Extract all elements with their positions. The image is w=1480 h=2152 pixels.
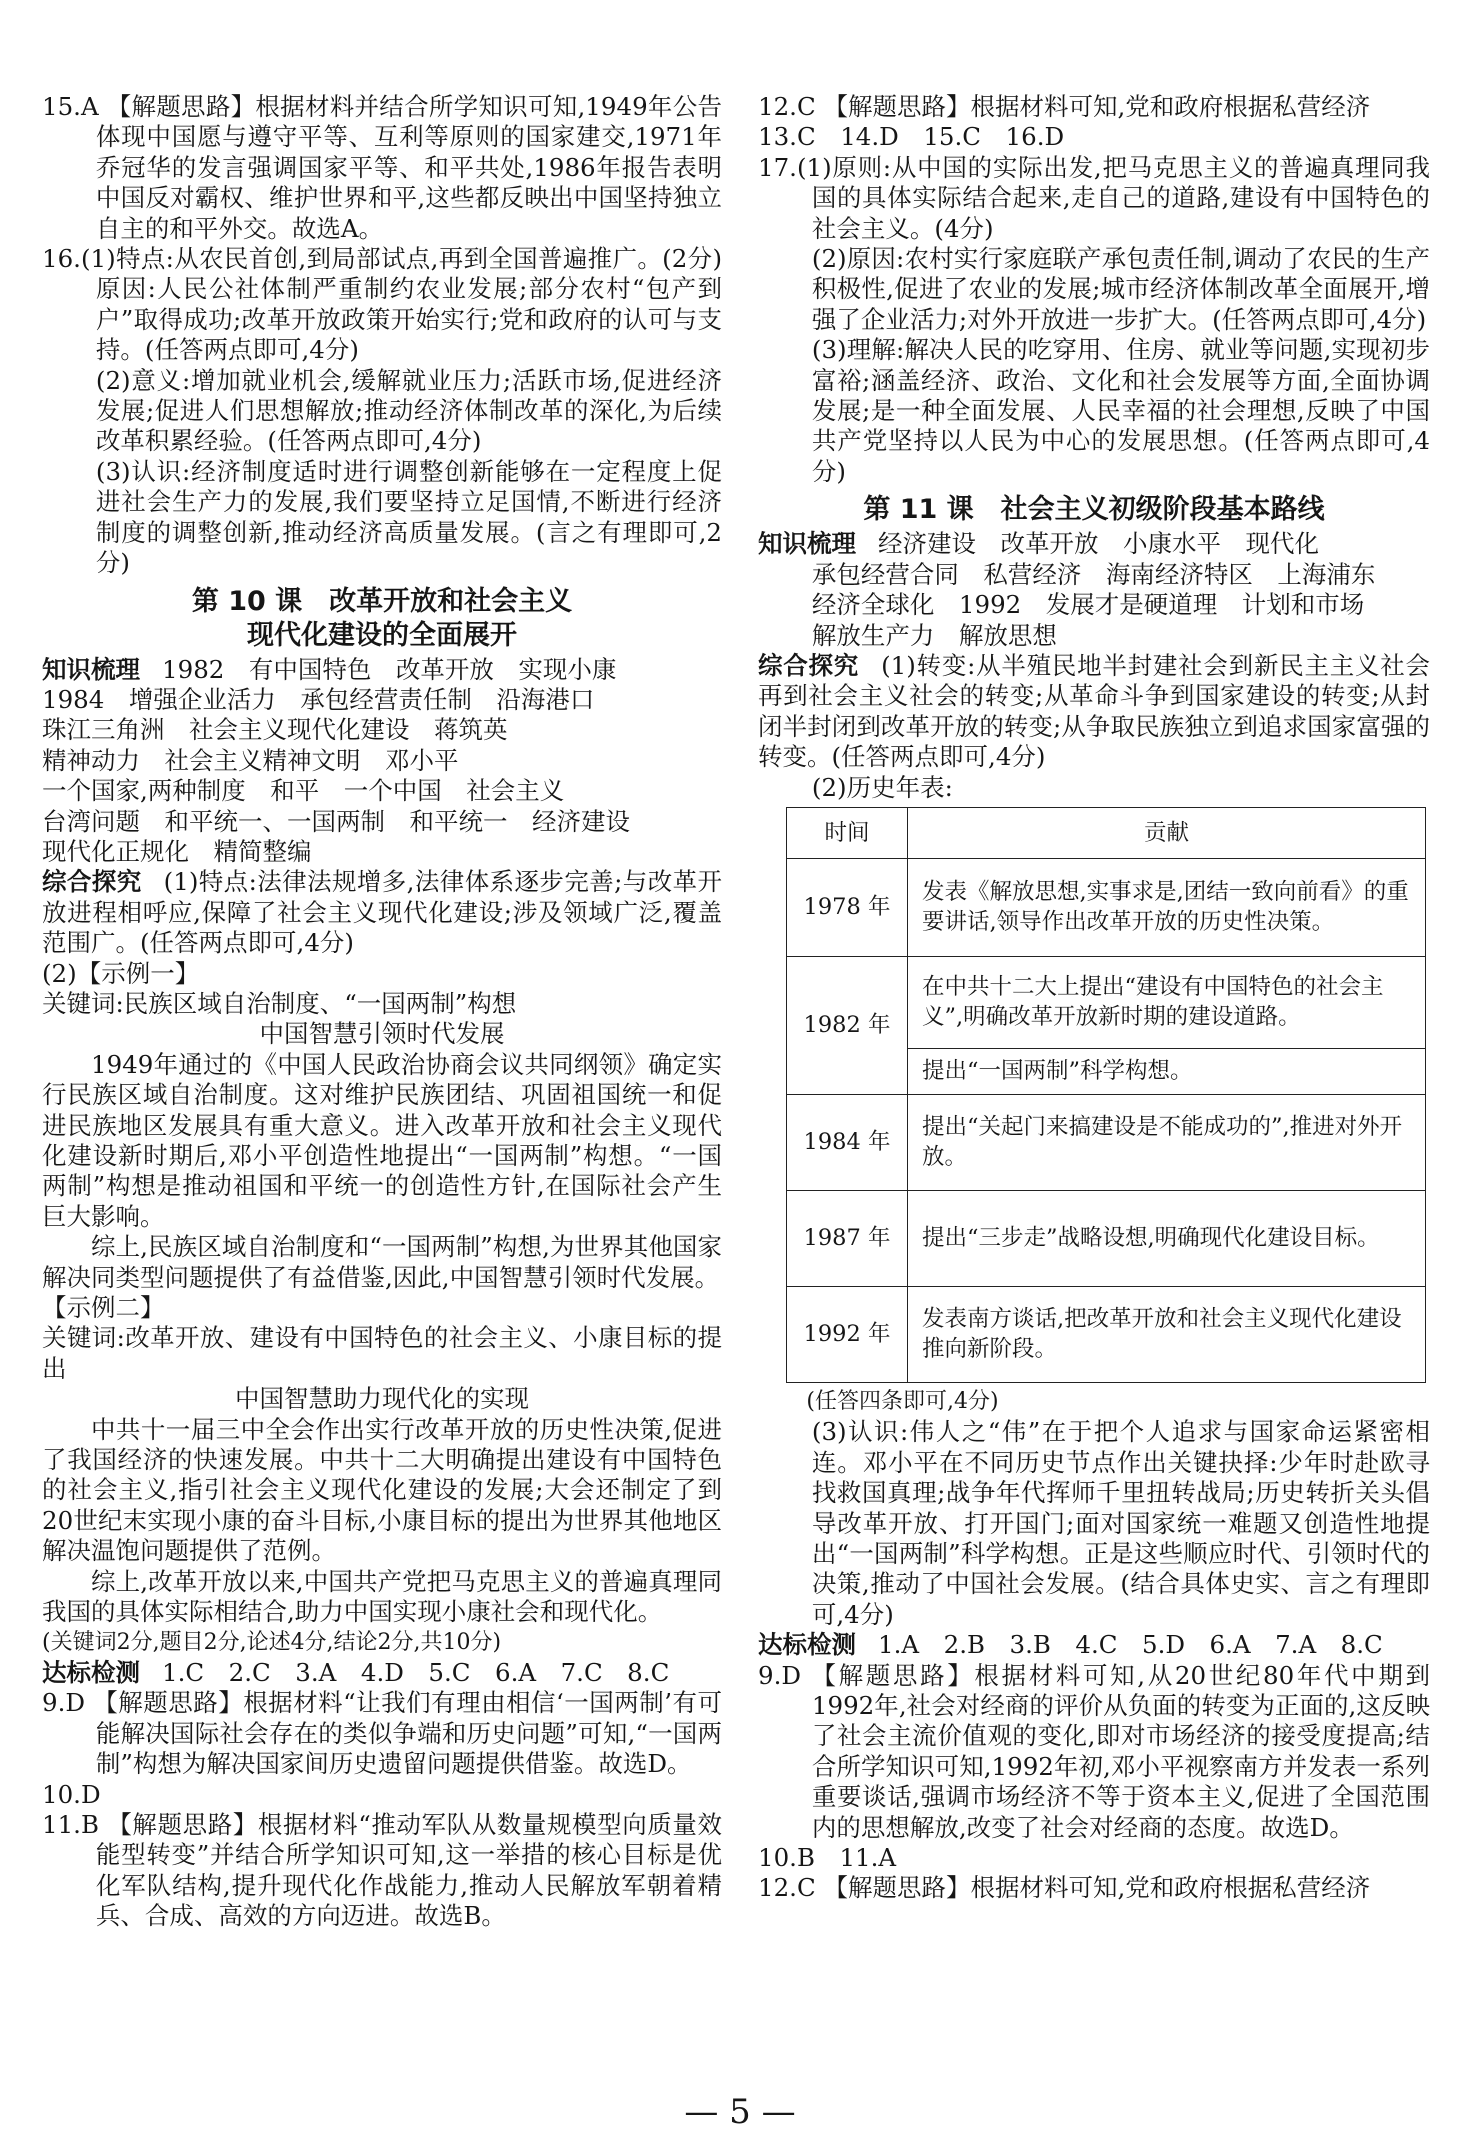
table-year: 1987 年 — [787, 1190, 908, 1286]
inquiry-1-text: (1)特点:法律法规增多,法律体系逐步完善;与改革开放进程相呼应,保障了社会主义现代化建设;涉及领域广泛,覆盖范围广。(任答两点即可,4分) — [42, 867, 723, 958]
table-row — [787, 1286, 1426, 1382]
table-contribution: 提出“关起门来搞建设是不能成功的”,推进对外开放。 — [908, 1094, 1426, 1190]
table-row — [787, 956, 1426, 1048]
page-number: — 5 — — [684, 2092, 796, 2132]
inquiry-1 — [42, 867, 722, 958]
example-1-heading: (2)【示例一】 — [42, 958, 200, 988]
answer-17-part2: (2)原因:农村实行家庭联产承包责任制,调动了农民的生产积极性,促进了农业的发展;城市经济体制改革全面展开,增强了企业活力;对外开放进一步扩大。(任答两点即可,4分) — [811, 244, 1430, 334]
knowledge-line: 经济建设 改革开放 小康水平 现代化 — [878, 529, 1320, 559]
table-row — [787, 1094, 1426, 1190]
lesson-11-title: 第 11 课 社会主义初级阶段基本路线 — [863, 494, 1325, 526]
answer-9: 9.D 【解题思路】根据材料可知,从20世纪80年代中期到1992年,社会对经商的评价从负面的转变为正面的,这反映了社会主流价值观的变化,即对市场经济的接受度提高;结合所学知识可知,1992年初,邓小平视察南方并发表一系列重要谈话,强调市场经济不等于资本主义,促进了全国范围内的思想解放,改变了社会对经商的态度。故选D。 — [758, 1660, 1430, 1842]
answers-10-11: 10.B 11.A — [758, 1843, 897, 1873]
left-column — [42, 92, 722, 1932]
example-2-keywords: 关键词:改革开放、建设有中国特色的社会主义、小康目标的提出 — [42, 1323, 722, 1383]
table-row — [787, 858, 1426, 956]
answer-16-part2: (2)意义:增加就业机会,缓解就业压力;活跃市场,促进经济发展;促进人们思想解放;推动经济体制改革的深化,为后续改革积累经验。(任答两点即可,4分) — [95, 365, 722, 456]
test-label: 达标检测 — [42, 1657, 140, 1687]
answer-11: 11.B 【解题思路】根据材料“推动军队从数量规模型向质量效能型转变”并结合所学知识可知,这一举措的核心目标是优化军队结构,提升现代化作战能力,推动人民解放军朝着精兵、合成、高效的方向迈进。故选B。 — [42, 1809, 722, 1931]
test-answers-text: 1.C 2.C 3.A 4.D 5.C 6.A 7.C 8.C — [162, 1657, 670, 1687]
lesson-10-title-line1: 第 10 课 改革开放和社会主义 — [191, 585, 573, 617]
knowledge-line: 一个国家,两种制度 和平 一个中国 社会主义 — [42, 776, 565, 806]
table-year: 1992 年 — [787, 1286, 908, 1382]
example-2-para1: 中共十一届三中全会作出实行改革开放的历史性决策,促进了我国经济的快速发展。中共十二大明确提出建设有中国特色的社会主义,指引社会主义现代化建设的发展;大会还制定了到20世纪末实现小康的奋斗目标,小康目标的提出为世界其他地区解决温饱问题提供了范例。 — [42, 1414, 722, 1566]
table-contribution: 发表南方谈话,把改革开放和社会主义现代化建设推向新阶段。 — [908, 1286, 1426, 1382]
table-header-row — [787, 807, 1426, 858]
table-year: 1984 年 — [787, 1094, 908, 1190]
example-1-para1: 1949年通过的《中国人民政治协商会议共同纲领》确定实行民族区域自治制度。这对维护民族团结、巩固祖国统一和促进民族地区发展具有重大意义。进入改革开放和社会主义现代化建设新时期后,邓小平创造性地提出“一国两制”构想。“一国两制”构想是推动祖国和平统一的创造性方针,在国际社会产生巨大影响。 — [42, 1049, 722, 1231]
table-note: (任答四条即可,4分) — [806, 1388, 999, 1414]
test-answers — [758, 1630, 1430, 1660]
test-answers — [42, 1658, 722, 1688]
knowledge-line: 1984 增强企业活力 承包经营责任制 沿海港口 — [42, 684, 595, 714]
table-header-contribution: 贡献 — [908, 807, 1426, 858]
example-1-para2: 综上,民族区域自治制度和“一国两制”构想,为世界其他国家解决同类型问题提供了有益借鉴,因此,中国智慧引领时代发展。 — [42, 1232, 722, 1292]
answers-13-16: 13.C 14.D 15.C 16.D — [758, 122, 1065, 152]
inquiry-1 — [758, 651, 1430, 773]
example-2-para2: 综上,改革开放以来,中国共产党把马克思主义的普遍真理同我国的具体实际相结合,助力中国实现小康社会和现代化。 — [42, 1566, 722, 1627]
knowledge-section — [758, 529, 1430, 651]
test-label: 达标检测 — [758, 1630, 856, 1660]
knowledge-line: 精神动力 社会主义精神文明 邓小平 — [42, 745, 459, 775]
inquiry-label: 综合探究 — [42, 867, 142, 897]
lesson-10-title-line2: 现代化建设的全面展开 — [247, 619, 517, 651]
table-contribution: 在中共十二大上提出“建设有中国特色的社会主义”,明确改革开放新时期的建设道路。 — [908, 956, 1426, 1048]
answer-16-part3: (3)认识:经济制度适时进行调整创新能够在一定程度上促进社会生产力的发展,我们要坚持立足国情,不断进行经济制度的调整创新,推动经济高质量发展。(言之有理即可,2分) — [95, 456, 722, 578]
score-note: (关键词2分,题目2分,论述4分,结论2分,共10分) — [42, 1629, 502, 1655]
example-2-title: 中国智慧助力现代化的实现 — [235, 1384, 529, 1414]
answer-17-part1: 17.(1)原则:从中国的实际出发,把马克思主义的普遍真理同我国的具体实际结合起来,走自己的道路,建设有中国特色的社会主义。(4分) — [758, 152, 1430, 243]
knowledge-label: 知识梳理 — [758, 529, 856, 559]
example-1-title: 中国智慧引领时代发展 — [259, 1019, 505, 1049]
test-answers-text: 1.A 2.B 3.B 4.C 5.D 6.A 7.A 8.C — [878, 1630, 1383, 1660]
answer-15: 15.A 【解题思路】根据材料并结合所学知识可知,1949年公告体现中国愿与遵守平等、互利等原则的国家建交,1971年乔冠华的发言强调国家平等、和平共处,1986年报告表明中国反对霸权、维护世界和平,这些都反映出中国坚持独立自主的和平外交。故选A。 — [42, 92, 722, 243]
answer-9: 9.D 【解题思路】根据材料“让我们有理由相信‘一国两制’有可能解决国际社会存在的类似争端和历史问题”可知,“一国两制”构想为解决国家间历史遗留问题提供借鉴。故选D。 — [42, 1688, 722, 1779]
example-1-keywords: 关键词:民族区域自治制度、“一国两制”构想 — [42, 988, 517, 1018]
knowledge-line: 1982 有中国特色 改革开放 实现小康 — [162, 654, 617, 684]
table-contribution: 提出“三步走”战略设想,明确现代化建设目标。 — [908, 1190, 1426, 1286]
knowledge-line: 珠江三角洲 社会主义现代化建设 蒋筑英 — [42, 715, 508, 745]
table-contribution: 发表《解放思想,实事求是,团结一致向前看》的重要讲话,领导作出改革开放的历史性决策。 — [908, 858, 1426, 956]
inquiry-1-text: (1)转变:从半殖民地半封建社会到新民主主义社会再到社会主义社会的转变;从革命斗争到国家建设的转变;从封闭半封闭到改革开放的转变;从争取民族独立到追求国家富强的转变。(任答两点即可,4分) — [758, 650, 1430, 772]
history-timeline-table — [786, 807, 1426, 1383]
example-2-heading: 【示例二】 — [42, 1293, 165, 1323]
table-year: 1982 年 — [787, 956, 908, 1094]
right-column — [758, 92, 1430, 1904]
lesson-10-title — [42, 585, 722, 653]
answer-10: 10.D — [42, 1779, 101, 1809]
answer-16-part1: 16.(1)特点:从农民首创,到局部试点,再到全国普遍推广。(2分)原因:人民公社体制严重制约农业发展;部分农村“包产到户”取得成功;改革开放政策开始实行;党和政府的认可与支持。(任答两点即可,4分) — [42, 244, 722, 365]
answer-17-part3: (3)理解:解决人民的吃穿用、住房、就业等问题,实现初步富裕;涵盖经济、政治、文化和社会发展等方面,全面协调发展;是一种全面发展、人民幸福的社会理想,反映了中国共产党坚持以人民为中心的发展思想。(任答两点即可,4分) — [811, 335, 1430, 486]
knowledge-section — [42, 655, 722, 868]
table-contribution: 提出“一国两制”科学构想。 — [908, 1048, 1426, 1094]
knowledge-line: 现代化正规化 精简整编 — [42, 836, 312, 866]
table-year: 1978 年 — [787, 858, 908, 956]
knowledge-line: 台湾问题 和平统一、一国两制 和平统一 经济建设 — [42, 806, 630, 836]
answer-12: 12.C 【解题思路】根据材料可知,党和政府根据私营经济 — [758, 1873, 1371, 1903]
inquiry-label: 综合探究 — [758, 650, 860, 680]
knowledge-line: 解放生产力 解放思想 — [811, 620, 1057, 650]
table-header-time: 时间 — [787, 807, 908, 858]
knowledge-line: 承包经营合同 私营经济 海南经济特区 上海浦东 — [811, 559, 1376, 589]
inquiry-3: (3)认识:伟人之“伟”在于把个人追求与国家命运紧密相连。邓小平在不同历史节点作出关键抉择:少年时赴欧寻找救国真理;战争年代挥师千里扭转战局;历史转折关头倡导改革开放、打开国门;面对国家统一难题又创造性地提出“一国两制”科学构想。正是这些顺应时代、引领时代的决策,推动了中国社会发展。(结合具体史实、言之有理即可,4分) — [811, 1417, 1430, 1629]
table-row — [787, 1190, 1426, 1286]
knowledge-line: 经济全球化 1992 发展才是硬道理 计划和市场 — [811, 590, 1365, 620]
inquiry-2-heading: (2)历史年表: — [811, 772, 953, 802]
knowledge-label: 知识梳理 — [42, 654, 140, 684]
answer-12: 12.C 【解题思路】根据材料可知,党和政府根据私营经济 — [758, 92, 1371, 121]
